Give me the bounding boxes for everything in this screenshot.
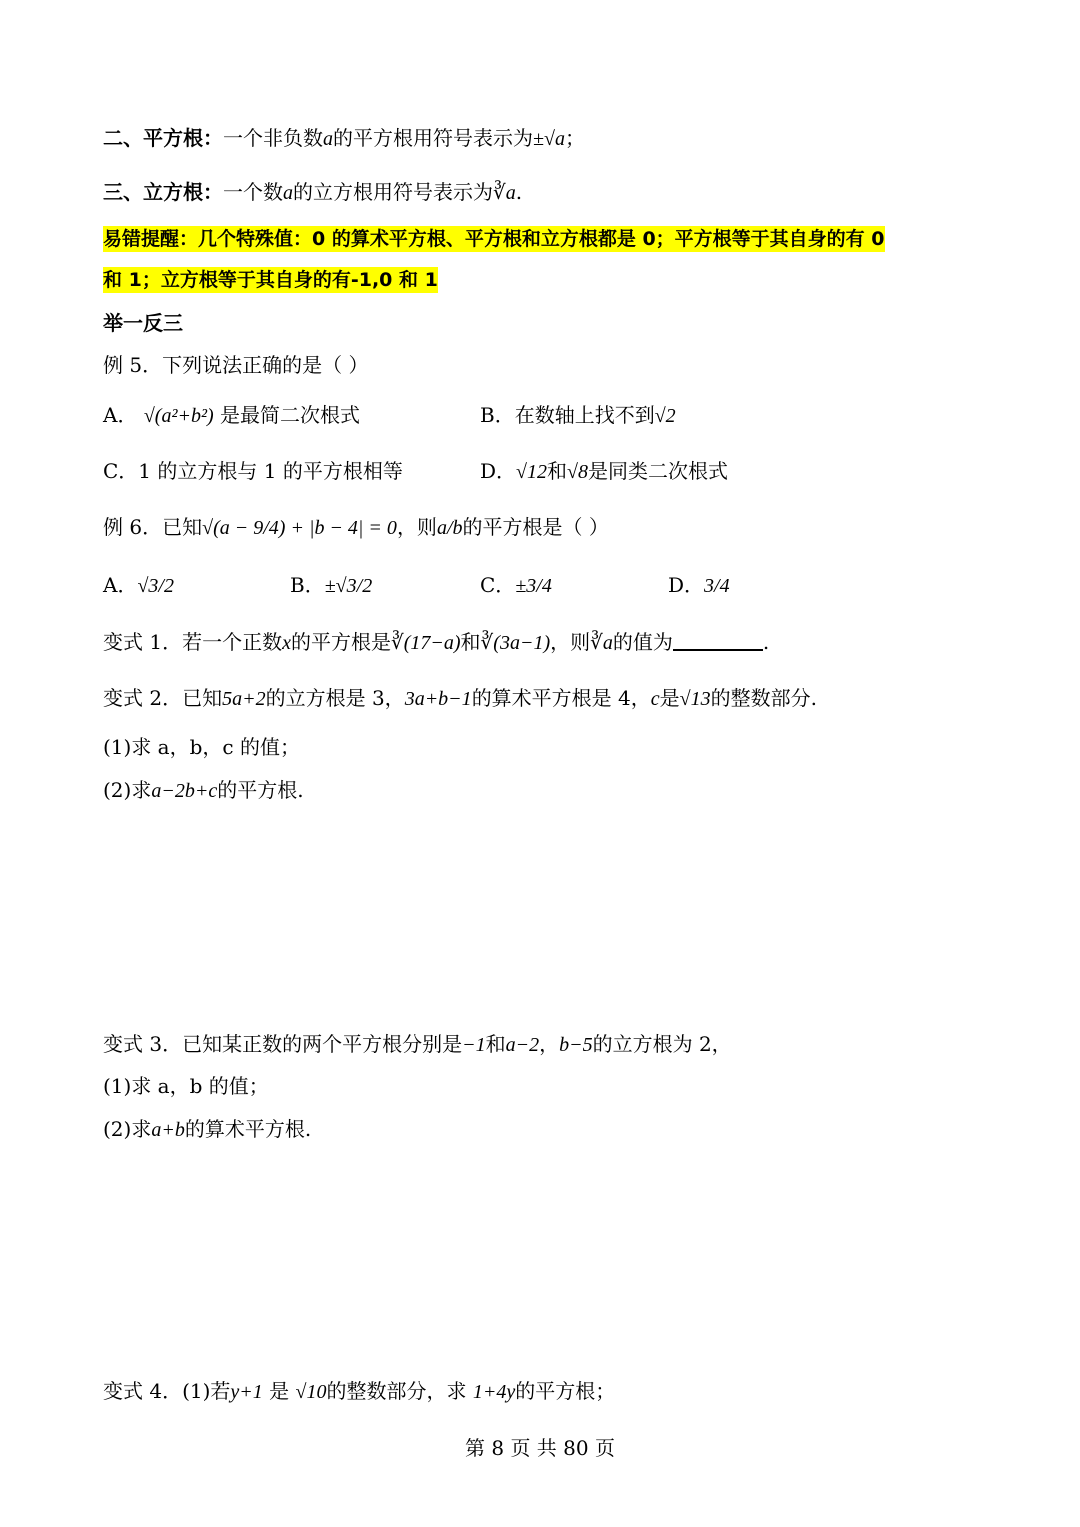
v2-q2b: 的平方根.: [217, 778, 304, 802]
v2-q2f: a−2b+c: [151, 780, 218, 802]
reminder-line-2: [103, 265, 438, 295]
section-title: 举一反三: [103, 311, 183, 335]
v2-line: [103, 683, 817, 714]
ex6-b-val: ±√3/2: [324, 575, 373, 597]
v1-f2: ∛(3a−1): [480, 632, 551, 654]
ex6-b-label: B．: [290, 573, 325, 597]
v1-line: [103, 627, 769, 658]
reminder-line-1: [103, 224, 885, 254]
ex6-a-label: A．: [103, 573, 138, 597]
v3-q2a: (2)求: [103, 1117, 152, 1141]
v1-c: 和: [460, 630, 481, 654]
ex5-option-b: [480, 400, 676, 431]
v3-f3: b−5: [559, 1034, 593, 1056]
v4-d: 的平方根；: [515, 1379, 616, 1403]
ex5-option-d: [480, 456, 728, 487]
sec2-text-a: 一个非负数: [223, 126, 323, 150]
v2-c: 的算术平方根是 4，: [471, 686, 651, 710]
ex6-stem: [103, 512, 609, 543]
sec3-var: a: [283, 182, 293, 204]
sec2-line: [103, 123, 585, 154]
v3-c: ，: [539, 1032, 560, 1056]
ex5-a-formula: √(a²+b²): [143, 405, 214, 427]
v2-q2: [103, 775, 304, 806]
ex6-a-val: √3/2: [137, 575, 174, 597]
v2-q2a: (2)求: [103, 778, 152, 802]
v2-q1: (1)求 a，b，c 的值；: [103, 735, 300, 759]
v4-line: [103, 1376, 615, 1407]
ex6-suffix: 的平方根是（ ）: [462, 515, 609, 539]
ex6-d-label: D．: [668, 573, 705, 597]
v2-f3: √13: [679, 688, 711, 710]
ex6-mid: ，则: [396, 515, 437, 539]
v4-f3: 1+4y: [472, 1381, 516, 1403]
sec3-heading: 三、立方根：: [103, 180, 223, 204]
answer-blank[interactable]: [673, 631, 763, 651]
v3-q2f: a+b: [151, 1119, 185, 1141]
ex5-b-label: B．在数轴上找不到: [480, 403, 655, 427]
ex5-b-formula: √2: [654, 405, 676, 427]
ex5-a-text: 是最简二次根式: [219, 403, 360, 427]
v3-line: [103, 1029, 732, 1060]
v1-f3: ∛a: [590, 632, 613, 654]
ex5-option-c: C．1 的立方根与 1 的平方根相等: [103, 459, 403, 483]
v1-x: x: [282, 632, 291, 654]
page-footer: 第 8 页 共 80 页: [465, 1436, 615, 1460]
v2-f2: 3a+b−1: [404, 688, 472, 710]
ex5-d-mid: 和: [547, 459, 568, 483]
ex6-c-val: ±3/4: [515, 575, 552, 597]
v1-b: 的平方根是: [290, 630, 391, 654]
v4-b: 是: [269, 1379, 290, 1403]
ex5-a-label: A．: [103, 403, 138, 427]
v1-end: .: [762, 630, 770, 654]
reminder-text-1: 易错提醒：几个特殊值：0 的算术平方根、平方根和立方根都是 0；平方根等于其自身的有 0: [103, 228, 885, 250]
ex5-option-a: [103, 400, 360, 431]
v3-q2b: 的算术平方根.: [184, 1117, 312, 1141]
sec3-end: .: [515, 180, 523, 204]
sec3-text-a: 一个数: [223, 180, 283, 204]
ex6-frac: a/b: [436, 517, 463, 539]
ex5-stem: 例 5．下列说法正确的是（ ）: [103, 353, 369, 377]
sec3-line: [103, 177, 522, 208]
ex6-prefix: 例 6．已知: [103, 515, 203, 539]
ex6-option-a: [103, 570, 174, 601]
ex5-d-text: 是同类二次根式: [588, 459, 729, 483]
ex5-d-label: D．: [480, 459, 517, 483]
v1-a: 变式 1．若一个正数: [103, 630, 283, 654]
ex6-option-c: [480, 570, 552, 601]
v3-f1: −1: [462, 1034, 486, 1056]
v2-f1: 5a+2: [222, 688, 266, 710]
v4-c: 的整数部分，求: [326, 1379, 467, 1403]
sec2-formula: ±√a: [533, 128, 565, 150]
v2-cvar: c: [650, 688, 660, 710]
ex6-formula: √(a − 9/4) + |b − 4| = 0: [202, 517, 397, 539]
v4-f1: y+1: [230, 1381, 263, 1403]
sec2-text-b: 的平方根用符号表示为: [333, 126, 533, 150]
v3-b: 和: [485, 1032, 506, 1056]
sec3-formula: ∛a: [493, 182, 516, 204]
sec2-var: a: [323, 128, 333, 150]
sec2-heading: 二、平方根：: [103, 126, 223, 150]
ex6-c-label: C．: [480, 573, 516, 597]
sec2-end: ；: [564, 126, 585, 150]
v1-d: ，则: [550, 630, 591, 654]
v3-a: 变式 3．已知某正数的两个平方根分别是: [103, 1032, 463, 1056]
v4-f2: √10: [295, 1381, 327, 1403]
sec3-text-b: 的立方根用符号表示为: [293, 180, 493, 204]
ex6-option-d: [668, 570, 730, 601]
v3-q2: [103, 1114, 311, 1145]
reminder-text-2: 和 1；立方根等于其自身的有-1,0 和 1: [103, 269, 438, 291]
v1-e: 的值为: [612, 630, 673, 654]
ex6-d-val: 3/4: [704, 575, 730, 597]
ex5-d-f2: √8: [567, 461, 589, 483]
v3-q1: (1)求 a，b 的值；: [103, 1074, 269, 1098]
ex6-option-b: [290, 570, 372, 601]
v2-b: 的立方根是 3，: [265, 686, 405, 710]
v4-a: 变式 4．(1)若: [103, 1379, 231, 1403]
v1-f1: ∛(17−a): [390, 632, 461, 654]
v2-a: 变式 2．已知: [103, 686, 223, 710]
v3-f2: a−2: [505, 1034, 540, 1056]
v2-e: 的整数部分.: [710, 686, 818, 710]
v3-d: 的立方根为 2，: [592, 1032, 732, 1056]
ex5-d-f1: √12: [516, 461, 548, 483]
v2-d: 是: [659, 686, 680, 710]
